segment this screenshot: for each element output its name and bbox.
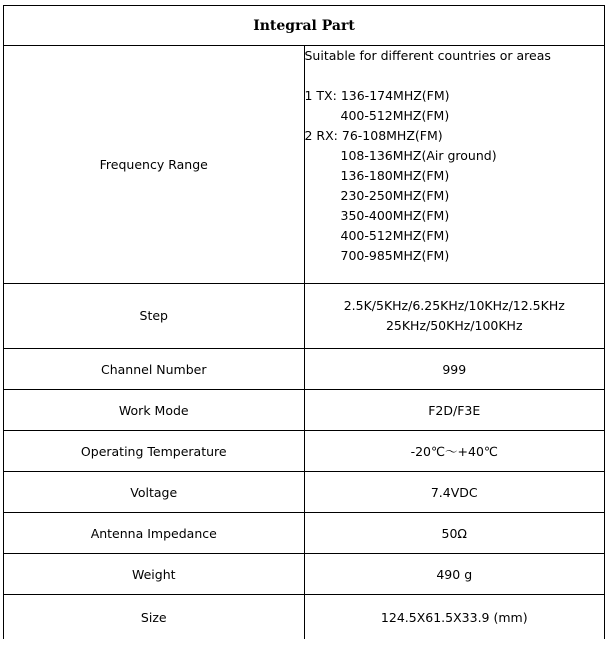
spec-row-work-mode: [4, 390, 605, 431]
tx-range: 136-174MHZ(FM): [340, 88, 450, 103]
rx-prefix: 2 RX:: [304, 128, 338, 143]
spec-label: Channel Number: [4, 349, 305, 390]
spec-row-channel-number: [4, 349, 605, 390]
spec-table: [3, 5, 605, 639]
spec-label: Weight: [4, 554, 305, 595]
tx-range: 400-512MHZ(FM): [340, 108, 450, 123]
spec-label: Operating Temperature: [4, 431, 305, 472]
spec-row-operating-temperature: [4, 431, 605, 472]
tx-prefix: 1 TX:: [304, 88, 337, 103]
spec-value: 490 g: [304, 554, 605, 595]
spec-row-size: [4, 595, 605, 640]
spec-value: 7.4VDC: [304, 472, 605, 513]
spec-row-weight: [4, 554, 605, 595]
spec-label: Voltage: [4, 472, 305, 513]
spec-row-voltage: [4, 472, 605, 513]
step-row: [4, 284, 605, 349]
step-label: Step: [4, 284, 305, 349]
spec-row-antenna-impedance: [4, 513, 605, 554]
title-row: [4, 6, 605, 46]
step-line: 25KHz/50KHz/100KHz: [385, 318, 523, 333]
spec-label: Size: [4, 595, 305, 640]
rx-range: 76-108MHZ(FM): [341, 128, 443, 143]
step-value: [304, 284, 605, 349]
frequency-value: [304, 46, 605, 284]
rx-range: 230-250MHZ(FM): [340, 188, 450, 203]
frequency-intro: Suitable for different countries or areas: [304, 48, 551, 63]
spec-value: 124.5X61.5X33.9 (mm): [304, 595, 605, 640]
spec-label: Work Mode: [4, 390, 305, 431]
spec-label: Antenna Impedance: [4, 513, 305, 554]
spec-value: F2D/F3E: [304, 390, 605, 431]
table-title: Integral Part: [4, 6, 605, 46]
rx-range: 136-180MHZ(FM): [340, 168, 450, 183]
frequency-row: [4, 46, 605, 284]
frequency-label: Frequency Range: [4, 46, 305, 284]
spec-value: -20℃～+40℃: [304, 431, 605, 472]
spec-value: 50Ω: [304, 513, 605, 554]
rx-range: 700-985MHZ(FM): [340, 248, 450, 263]
rx-range: 350-400MHZ(FM): [340, 208, 450, 223]
step-line: 2.5K/5KHz/6.25KHz/10KHz/12.5KHz: [343, 298, 565, 313]
rx-range: 400-512MHZ(FM): [340, 228, 450, 243]
rx-range: 108-136MHZ(Air ground): [340, 148, 497, 163]
spec-value: 999: [304, 349, 605, 390]
